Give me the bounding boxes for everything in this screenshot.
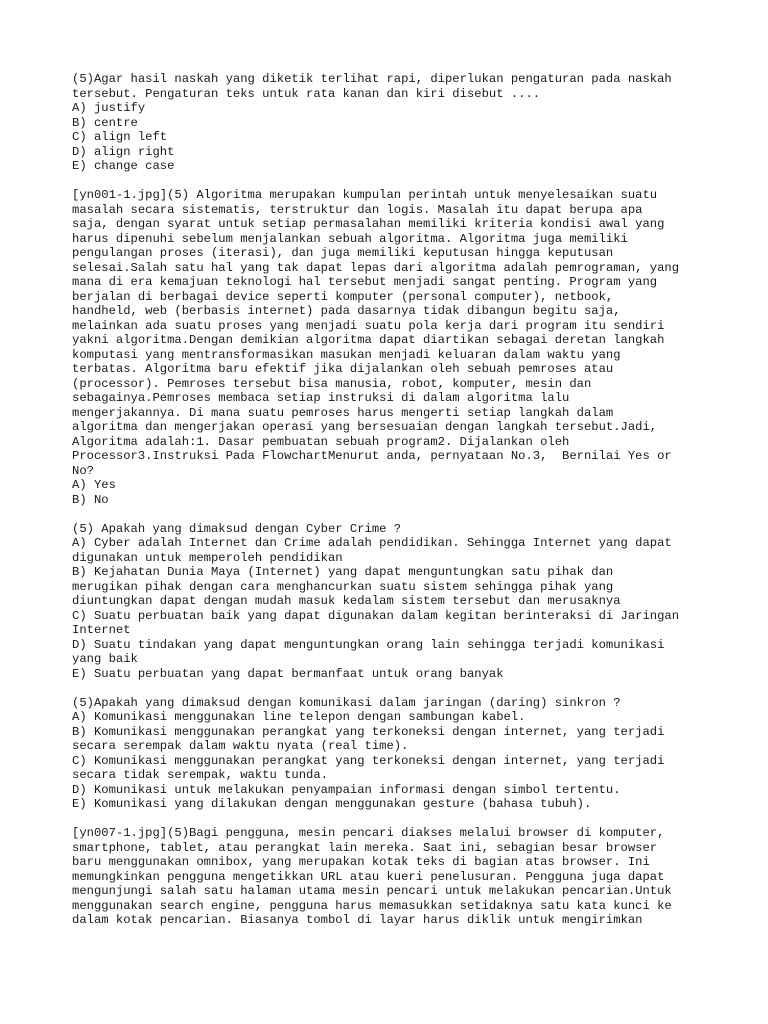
option-line: D) Suatu tindakan yang dapat menguntungkan orang lain sehingga terjadi komunikasi — [72, 637, 665, 652]
text-line: merugikan pihak dengan cara menghancurkan suatu sistem sehingga pihak yang — [72, 579, 614, 594]
text-line: algoritma dan mengerjakan operasi yang bersesuaian dengan langkah tersebut.Jadi, — [72, 420, 658, 434]
text-line: Internet — [72, 623, 131, 637]
text-line: (5) Apakah yang dimaksud dengan Cyber Crime ? — [72, 521, 402, 536]
text-line: pengulangan proses (iterasi), dan juga memiliki keputusan hingga keputusan — [72, 246, 614, 260]
text-line: (5)Agar hasil naskah yang diketik terlihat rapi, diperlukan pengaturan pada naskah — [72, 72, 672, 86]
option-line: E) Komunikasi yang dilakukan dengan menggunakan gesture (bahasa tubuh). — [72, 797, 592, 811]
text-line: memungkinkan pengguna mengetikkan URL atau kueri penelusuran. Pengguna juga dapat — [72, 869, 665, 884]
text-line: Algoritma adalah:1. Dasar pembuatan sebuah program2. Dijalankan oleh — [72, 434, 570, 449]
option-line: D) align right — [72, 144, 175, 159]
text-line: No? — [72, 463, 94, 478]
text-line: terbatas. Algoritma baru efektif jika dijalankan oleh sebuah pemroses atau — [72, 362, 614, 376]
option-line: A) Cyber adalah Internet dan Crime adalah pendidikan. Sehingga Internet yang dapat — [72, 536, 672, 550]
text-line: yang baik — [72, 652, 138, 666]
text-line: smartphone, tablet, atau perangkat lain mereka. Saat ini, sebagian besar browser — [72, 840, 658, 855]
question-block-daring-sinkron — [72, 696, 712, 812]
text-line: dalam kotak pencarian. Biasanya tombol di layar harus diklik untuk mengirimkan — [72, 913, 643, 927]
text-line: sebagainya.Pemroses membaca setiap instruksi di dalam algoritma lalu — [72, 391, 570, 405]
option-line: E) Suatu perbuatan yang dapat bermanfaat untuk orang banyak — [72, 666, 504, 681]
option-line: A) Komunikasi menggunakan line telepon dengan sambungan kabel. — [72, 710, 526, 724]
text-line: menggunakan search engine, pengguna harus memasukkan setidaknya satu kata kunci ke — [72, 898, 672, 913]
text-line: secara serempak dalam waktu nyata (real time). — [72, 739, 409, 753]
text-line: digunakan untuk memperoleh pendidikan — [72, 550, 343, 565]
option-line: E) change case — [72, 159, 175, 173]
text-line: saja, dengan syarat untuk setiap permasalahan memiliki kriteria kondisi awal yang — [72, 217, 665, 231]
document-page — [72, 72, 712, 942]
question-block-algoritma — [72, 188, 712, 507]
option-line: C) Suatu perbuatan baik yang dapat digunakan dalam kegitan berinteraksi di Jaringan — [72, 608, 680, 623]
text-line: mana di era kemajuan teknologi hal tersebut menjadi sangat penting. Program yang — [72, 275, 658, 289]
option-line: B) Komunikasi menggunakan perangkat yang terkoneksi dengan internet, yang terjadi — [72, 724, 665, 739]
text-line: (5)Apakah yang dimaksud dengan komunikasi dalam jaringan (daring) sinkron ? — [72, 695, 621, 710]
option-line: A) Yes — [72, 478, 116, 492]
text-line: [yn007-1.jpg](5)Bagi pengguna, mesin pencari diakses melalui browser di komputer, — [72, 826, 665, 840]
text-line: masalah secara sistematis, terstruktur dan logis. Masalah itu dapat berupa apa — [72, 202, 643, 217]
text-line: tersebut. Pengaturan teks untuk rata kanan dan kiri disebut .... — [72, 86, 541, 101]
option-line: A) justify — [72, 101, 146, 115]
text-line: (processor). Pemroses tersebut bisa manusia, robot, komputer, mesin dan — [72, 376, 592, 391]
option-line: B) No — [72, 492, 109, 507]
text-line: Processor3.Instruksi Pada FlowchartMenurut anda, pernyataan No.3, Bernilai Yes or — [72, 449, 672, 463]
question-block-justify — [72, 72, 712, 174]
text-line: yakni algoritma.Dengan demikian algoritma dapat diartikan sebagai deretan langkah — [72, 333, 665, 347]
text-line: mengerjakannya. Di mana suatu pemroses harus mengerti setiap langkah dalam — [72, 405, 614, 420]
option-line: D) Komunikasi untuk melakukan penyampaian informasi dengan simbol tertentu. — [72, 782, 621, 797]
text-line: berjalan di berbagai device seperti komputer (personal computer), netbook, — [72, 289, 614, 304]
option-line: C) Komunikasi menggunakan perangkat yang terkoneksi dengan internet, yang terjadi — [72, 753, 665, 768]
text-line: baru menggunakan omnibox, yang merupakan kotak teks di bagian atas browser. Ini — [72, 855, 650, 869]
option-line: B) Kejahatan Dunia Maya (Internet) yang dapat menguntungkan satu pihak dan — [72, 565, 614, 579]
option-line: B) centre — [72, 115, 138, 130]
text-line: komputasi yang mentransformasikan masukan menjadi keluaran dalam waktu yang — [72, 347, 621, 362]
text-line: diuntungkan dapat dengan mudah masuk kedalam sistem tersebut dan merusaknya — [72, 594, 621, 608]
text-line: harus dipenuhi sebelum menjalankan sebuah algoritma. Algoritma juga memiliki — [72, 231, 628, 246]
text-line: mengunjungi salah satu halaman utama mesin pencari untuk melakukan pencarian.Untuk — [72, 884, 672, 898]
option-line: C) align left — [72, 130, 168, 144]
text-line: handheld, web (berbasis internet) pada dasarnya tidak dibangun begitu saja, — [72, 304, 621, 318]
question-block-mesin-pencari — [72, 826, 712, 928]
question-block-cyber-crime — [72, 522, 712, 682]
text-line: melainkan ada suatu proses yang menjadi suatu pola kerja dari program itu sendiri — [72, 318, 665, 333]
text-line: secara tidak serempak, waktu tunda. — [72, 768, 328, 782]
text-line: [yn001-1.jpg](5) Algoritma merupakan kumpulan perintah untuk menyelesaikan suatu — [72, 188, 658, 202]
text-line: selesai.Salah satu hal yang tak dapat lepas dari algoritma adalah pemrograman, yang — [72, 260, 680, 275]
